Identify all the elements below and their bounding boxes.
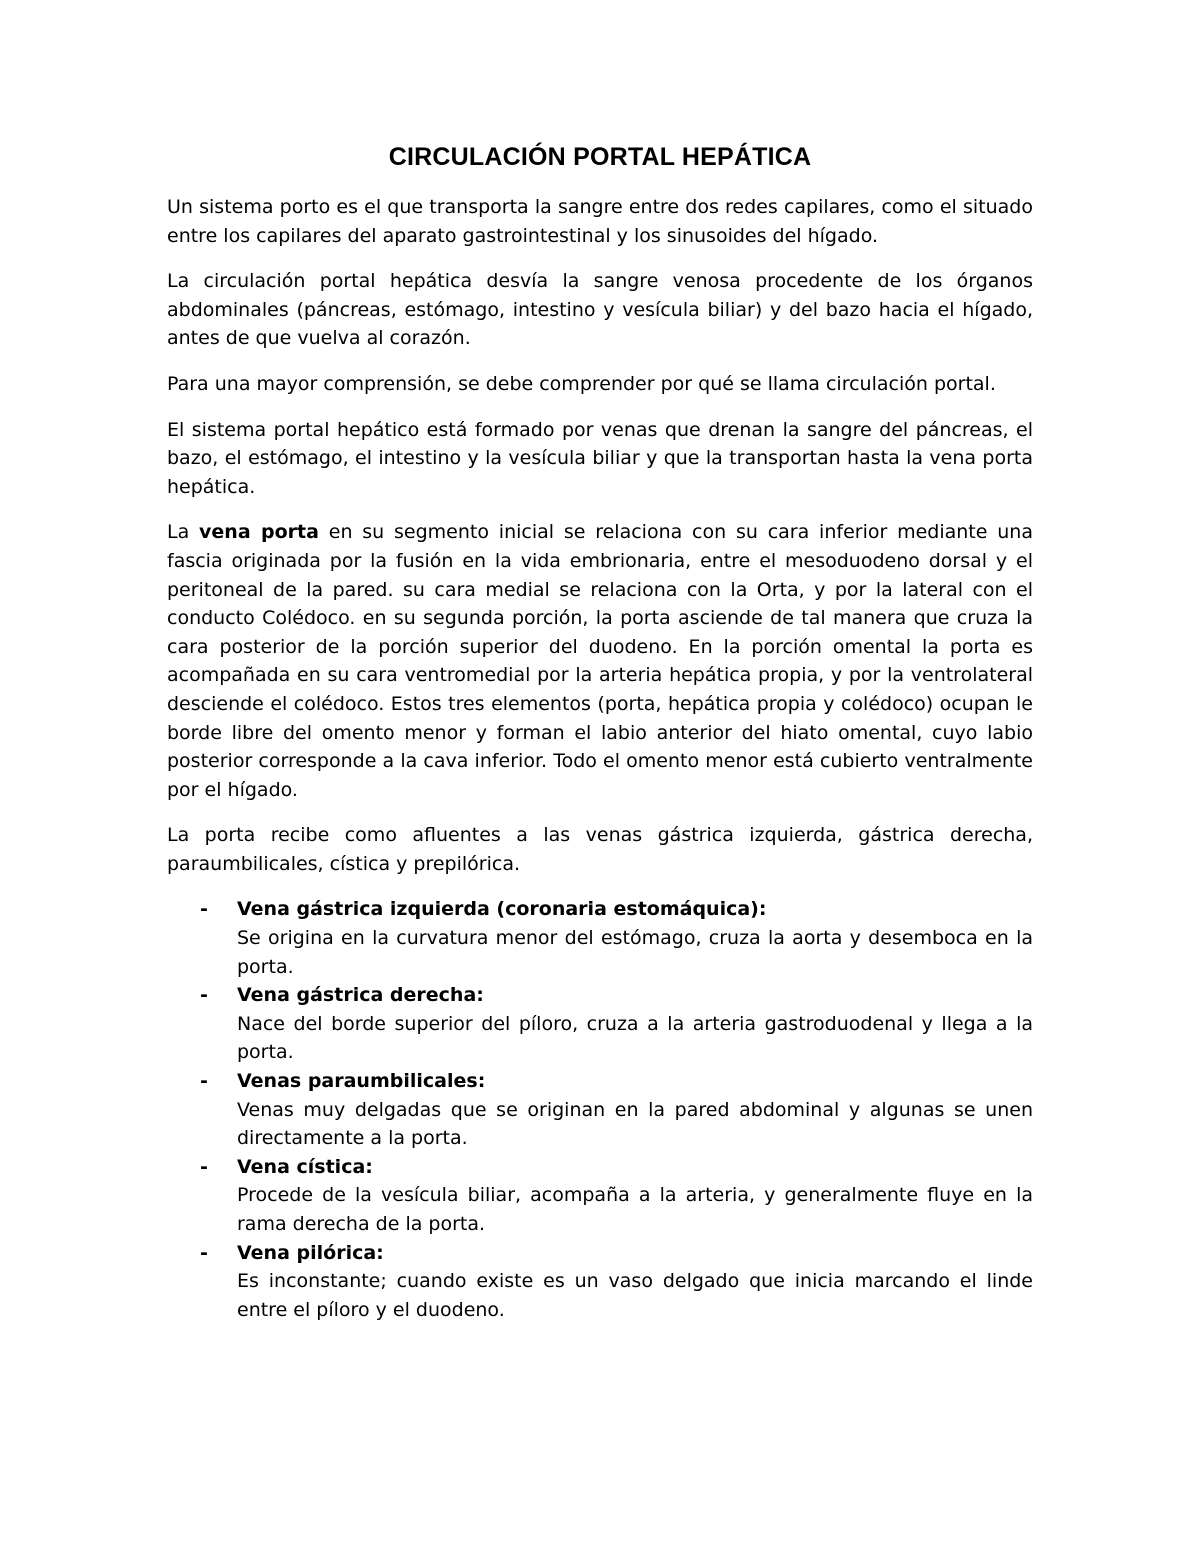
paragraph-vena-porta — [167, 518, 1033, 804]
document-title: CIRCULACIÓN PORTAL HEPÁTICA — [388, 143, 812, 171]
vena-porta-bold: vena porta — [199, 521, 319, 544]
list-item-text: Procede de la vesícula biliar, acompaña a la arteria, y generalmente fluye en la rama derecha de la porta. — [237, 1184, 1033, 1235]
list-item-text: Nace del borde superior del píloro, cruza a la arteria gastroduodenal y llega a la porta. — [237, 1012, 1033, 1064]
list-item — [167, 895, 1033, 981]
list-item — [167, 981, 1033, 1067]
list-item — [167, 1153, 1033, 1239]
list-item-title: Vena gástrica izquierda (coronaria estomáquica): — [237, 898, 767, 921]
paragraph-circulation: La circulación portal hepática desvía la sangre venosa procedente de los órganos abdominales (páncreas, estómago, intestino y vesícula biliar) y del bazo hacia el hígado, antes de que vuelva al corazón. — [167, 270, 1033, 350]
list-item — [167, 1067, 1033, 1153]
list-item-title: Vena cística: — [237, 1155, 373, 1178]
paragraph-system: El sistema portal hepático está formado por venas que drenan la sangre del páncreas, el bazo, el estómago, el intestino y la vesícula biliar y que la transportan hasta la vena porta hepática. — [167, 418, 1033, 498]
list-dash: - — [200, 898, 208, 921]
list-dash: - — [200, 1155, 208, 1178]
paragraph-intro: Un sistema porto es el que transporta la sangre entre dos redes capilares, como el situado entre los capilares del aparato gastrointestinal y los sinusoides del hígado. — [167, 196, 1033, 247]
vena-porta-prefix: La — [167, 521, 200, 544]
list-item-text: Es inconstante; cuando existe es un vaso delgado que inicia marcando el linde entre el píloro y el duodeno. — [237, 1270, 1033, 1321]
list-item-title: Vena pilórica: — [237, 1241, 384, 1264]
list-item-text: Se origina en la curvatura menor del estómago, cruza la aorta y desemboca en la porta. — [237, 927, 1033, 978]
list-dash: - — [200, 1070, 208, 1093]
document-page — [167, 140, 1033, 1324]
list-item-text: Venas muy delgadas que se originan en la pared abdominal y algunas se unen directamente a la porta. — [237, 1098, 1033, 1150]
list-dash: - — [200, 1241, 208, 1264]
vena-porta-text: en su segmento inicial se relaciona con su cara inferior mediante una fascia originada por la fusión en la vida embrionaria, entre el mesoduodeno dorsal y el peritoneal de la pared. su cara medial se relaciona con la Orta, y por la lateral con el conducto Colédoco. en su segunda porción, la porta asciende de tal manera que cruza la cara posterior de la porción superior del duodeno. En la porción omental la porta es acompañada en su cara ventromedial por la arteria hepática propia, y por la ventrolateral desciende el colédoco. Estos tres elementos (porta, hepática propia y colédoco) ocupan le borde libre del omento menor y forman el labio anterior del hiato omental, cuyo labio posterior corresponde a la cava inferior. Todo el omento menor está cubierto ventralmente por el hígado. — [167, 521, 1033, 801]
paragraph-comprehension: Para una mayor comprensión, se debe comprender por qué se llama circulación portal. — [167, 372, 996, 395]
list-dash: - — [200, 984, 208, 1007]
list-item-title: Vena gástrica derecha: — [237, 984, 484, 1007]
veins-list — [167, 895, 1033, 1324]
paragraph-afluentes: La porta recibe como afluentes a las venas gástrica izquierda, gástrica derecha, paraumbilicales, cística y prepilórica. — [167, 824, 1033, 875]
list-item — [167, 1239, 1033, 1325]
list-item-title: Venas paraumbilicales: — [237, 1070, 486, 1093]
